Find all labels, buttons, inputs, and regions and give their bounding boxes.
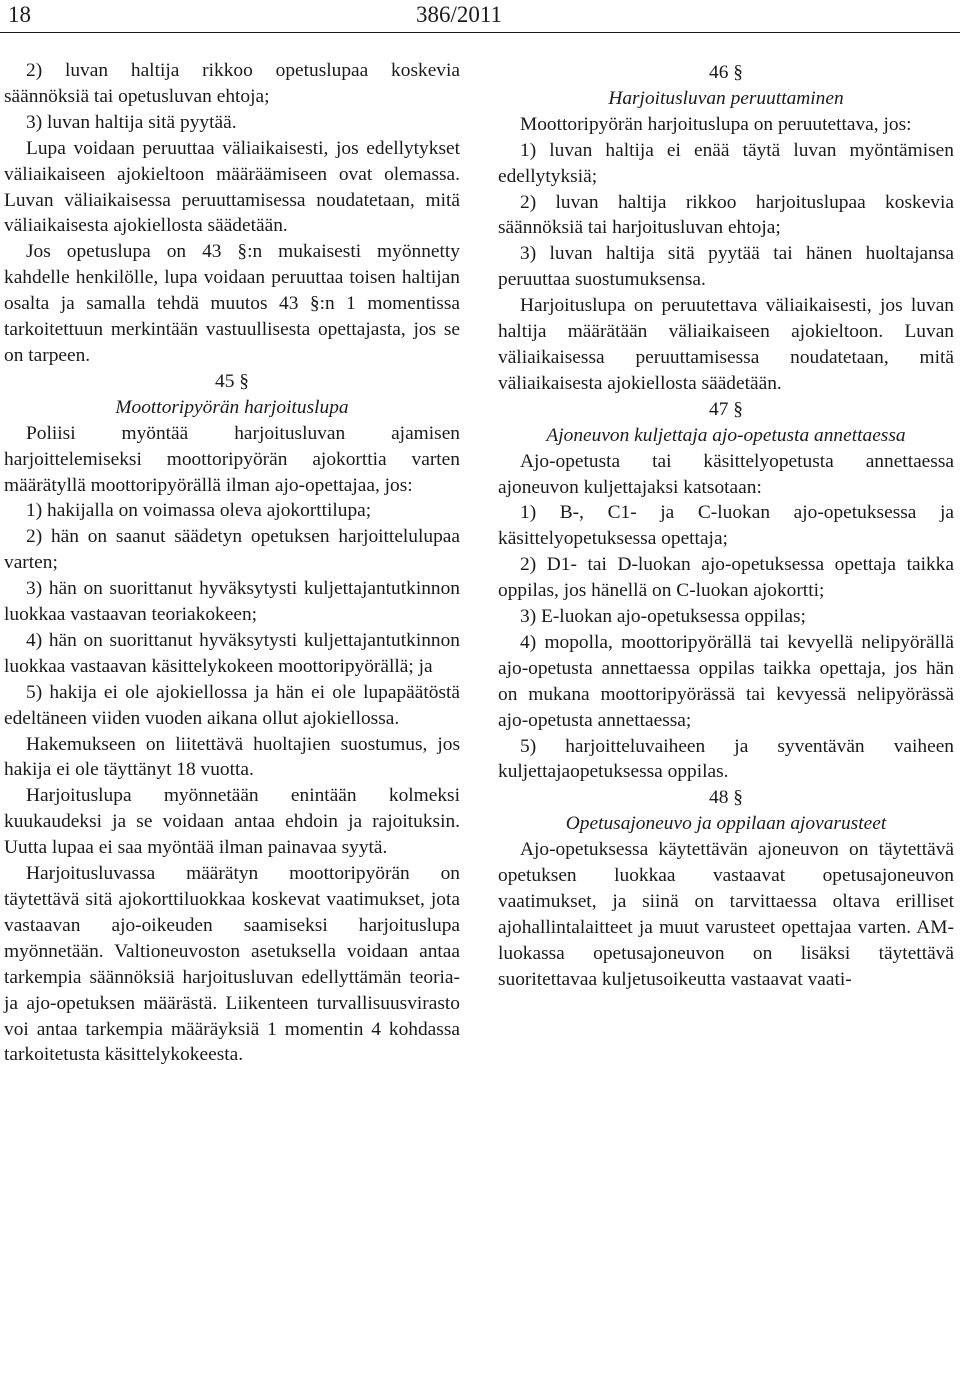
paragraph: Hakemukseen on liitettävä huoltajien suostumus, jos hakija ei ole täyttänyt 18 vuotta. xyxy=(4,733,460,781)
header-rule xyxy=(0,32,960,33)
paragraph: Poliisi myöntää harjoitusluvan ajamisen harjoittelemiseksi moottoripyörän ajokorttia varten määrätyllä moottoripyörällä ilman ajo-opettajaa, jos: xyxy=(4,422,460,496)
section-number: 48 § xyxy=(709,787,743,809)
list-item: 4) mopolla, moottoripyörällä tai kevyellä nelipyörällä ajo-opetusta annettaessa oppilas taikka opettaja, jos hän on mukana moottoripyörässä tai kevyessä nelipyörässä ajo-opetusta annettaessa; xyxy=(498,631,954,731)
section-title: Opetusajoneuvo ja oppilaan ajovarusteet xyxy=(565,813,887,835)
section-title: Ajoneuvon kuljettaja ajo-opetusta annettaessa xyxy=(546,424,906,446)
section-title: Moottoripyörän harjoituslupa xyxy=(115,396,349,418)
section-number: 46 § xyxy=(709,62,743,83)
paragraph: 2) luvan haltija rikkoo opetuslupaa koskevia säännöksiä tai opetusluvan ehtoja; xyxy=(4,60,460,107)
list-item: 5) harjoitteluvaiheen ja syventävän vaiheen kuljettajaopetuksessa oppilas. xyxy=(498,735,954,783)
list-item: 4) hän on suorittanut hyväksytysti kuljettajantutkinnon luokkaa vastaavan käsittelykokeen moottoripyörällä; ja xyxy=(4,629,460,677)
section-number: 45 § xyxy=(215,370,249,392)
right-column xyxy=(498,60,954,993)
list-item: 5) hakija ei ole ajokiellossa ja hän ei ole lupapäätöstä edeltäneen viiden vuoden aikana ollut ajokiellossa. xyxy=(4,681,460,729)
list-item: 1) luvan haltija ei enää täytä luvan myöntämisen edellytyksiä; xyxy=(498,139,954,187)
list-item: 3) E-luokan ajo-opetuksessa oppilas; xyxy=(520,606,806,628)
paragraph: Lupa voidaan peruuttaa väliaikaisesti, jos edellytykset väliaikaiseen ajokieltoon määräämiseen ovat olemassa. Luvan väliaikaisessa peruuttamisessa noudatetaan, mitä väliaikaisesta ajokiellosta säädetään. xyxy=(4,137,460,237)
statute-issue-number: 386/2011 xyxy=(416,2,503,27)
list-item: 2) luvan haltija rikkoo harjoituslupaa koskevia säännöksiä tai harjoitusluvan ehtoja; xyxy=(498,191,954,239)
list-item: 2) D1- tai D-luokan ajo-opetuksessa opettaja taikka oppilas, jos hänellä on C-luokan ajokortti; xyxy=(498,554,954,602)
list-item: 2) hän on saanut säädetyn opetuksen harjoittelulupaa varten; xyxy=(4,526,460,574)
section-number: 47 § xyxy=(709,398,743,420)
list-item: 1) hakijalla on voimassa oleva ajokorttilupa; xyxy=(26,500,372,522)
list-item: 3) hän on suorittanut hyväksytysti kuljettajantutkinnon luokkaa vastaavan teoriakokeen; xyxy=(4,578,460,626)
paragraph: Harjoituslupa on peruutettava väliaikaisesti, jos luvan haltija määrätään väliaikaiseen ajokieltoon. Luvan väliaikaisessa peruuttamisessa noudatetaan, mitä väliaikaisesta ajokiellosta säädetään. xyxy=(498,295,954,394)
list-item: 1) B-, C1- ja C-luokan ajo-opetuksessa ja käsittelyopetuksessa opettaja; xyxy=(498,502,954,550)
list-item: 3) luvan haltija sitä pyytää tai hänen huoltajansa peruuttaa suostumuksensa. xyxy=(498,243,954,291)
paragraph: Moottoripyörän harjoituslupa on peruutettava, jos: xyxy=(520,113,912,135)
paragraph: Jos opetuslupa on 43 §:n mukaisesti myönnetty kahdelle henkilölle, lupa voidaan peruuttaa toisen haltijan osalta ja samalla tehdä muutos 43 §:n 1 momentissa tarkoitettuun merkintään vastuullisesta opettajasta, jos se on tarpeen. xyxy=(4,241,460,366)
paragraph: Ajo-opetusta tai käsittelyopetusta annettaessa ajoneuvon kuljettajaksi katsotaan: xyxy=(498,450,954,498)
paragraph: Harjoituslupa myönnetään enintään kolmeksi kuukaudeksi ja se voidaan antaa ehdoin ja rajoituksin. Uutta lupaa ei saa myöntää ilman painavaa syytä. xyxy=(4,785,460,859)
paragraph: Ajo-opetuksessa käytettävän ajoneuvon on täytettävä opetuksen luokkaa vastaavat opetusajoneuvon vaatimukset, ja siinä on tarvittaessa oltava erilliset ajohallintalaitteet ja muut varusteet opettajaa varten. AM-luokassa opetusajoneuvon on lisäksi täytettävä suoritettavaa kuljetusoikeutta vastaavat vaati- xyxy=(498,839,954,990)
page-header xyxy=(0,0,960,30)
paragraph: Harjoitusluvassa määrätyn moottoripyörän on täytettävä sitä ajokorttiluokkaa koskevat vaatimukset, jota vastaavan ajo-oikeuden saamiseksi harjoituslupa myönnetään. Valtioneuvoston asetuksella voidaan antaa tarkempia säännöksiä harjoitusluvan edellyttämän teoria- ja ajo-opetuksen määrästä. Liikenteen turvallisuusvirasto voi antaa tarkempia määräyksiä 1 momentin 4 kohdassa tarkoitetusta käsittelykokeesta. xyxy=(4,863,460,1066)
left-column xyxy=(4,58,460,1068)
paragraph: 3) luvan haltija sitä pyytää. xyxy=(26,111,237,133)
section-title: Harjoitusluvan peruuttaminen xyxy=(608,87,844,109)
page-number: 18 xyxy=(8,2,31,27)
